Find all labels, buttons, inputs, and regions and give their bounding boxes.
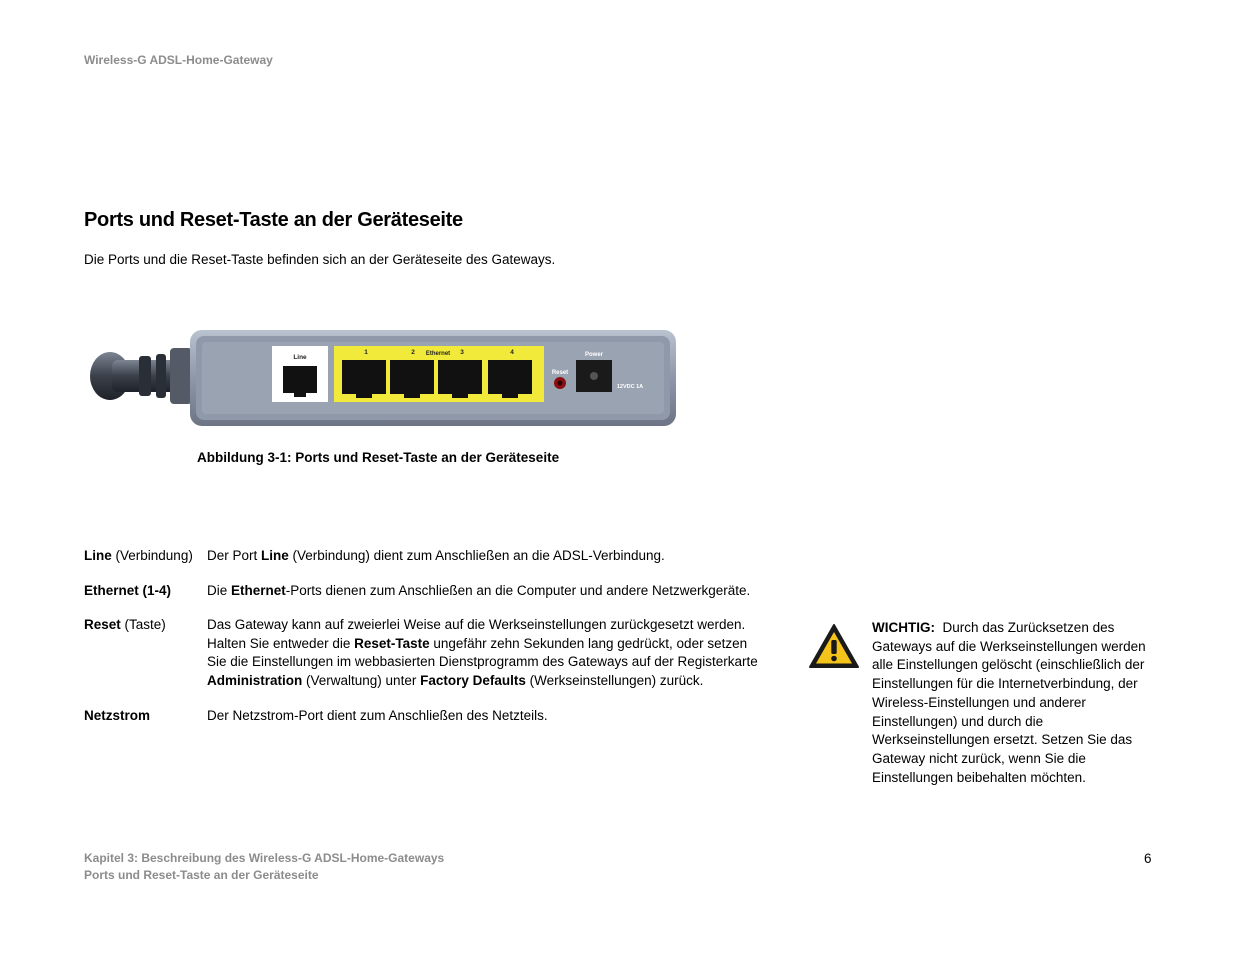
voltage-label: 12VDC 1A bbox=[616, 384, 644, 390]
router-back-panel-figure bbox=[84, 318, 678, 442]
figure-caption: Abbildung 3-1: Ports und Reset-Taste an der Geräteseite bbox=[197, 450, 560, 465]
line-label: Line bbox=[293, 354, 307, 361]
term-line: Line (Verbindung) bbox=[84, 548, 193, 563]
section-title: Ports und Reset-Taste an der Geräteseite bbox=[84, 209, 463, 231]
desc-reset: Das Gateway kann auf zweierlei Weise auf die Werkseinstellungen zurückgesetzt werden. Halten Sie entweder die Reset-Taste ungefähr zehn Sekunden lang gedrückt, oder setzen Sie die Einstellungen im webbasierten Dienstprogramm des Gateways auf der Registerkarte Administration (Verwaltung) unter Factory Defaults (Werkseinstellungen) zurück. bbox=[207, 617, 758, 688]
ethernet-ports bbox=[334, 346, 544, 402]
ethernet-label: Ethernet bbox=[425, 351, 451, 357]
reset-label: Reset bbox=[551, 370, 569, 376]
running-header: Wireless-G ADSL-Home-Gateway bbox=[84, 53, 273, 67]
antenna-icon bbox=[90, 348, 192, 404]
footer bbox=[84, 850, 444, 883]
port-2-label: 2 bbox=[411, 349, 415, 356]
desc-power: Der Netzstrom-Port dient zum Anschließen des Netzteils. bbox=[207, 708, 548, 723]
term-reset: Reset (Taste) bbox=[84, 617, 166, 632]
line-port bbox=[272, 346, 328, 402]
port-1-label: 1 bbox=[364, 349, 368, 356]
warning-note: WICHTIG: Durch das Zurücksetzen des Gateways auf die Werkseinstellungen werden alle Einstellungen gelöscht (einschließlich der Einstellungen für die Internetverbindung, der Wireless-Einstellungen und anderer Einstellungen) und durch die Werkseinstellungen ersetzt. Setzen Sie das Gateway nicht zurück, wenn Sie die Einstellungen beibehalten möchten. bbox=[872, 620, 1146, 785]
desc-ethernet: Die Ethernet-Ports dienen zum Anschließen an die Computer und andere Netzwerkgeräte. bbox=[207, 583, 751, 598]
desc-line: Der Port Line (Verbindung) dient zum Anschließen an die ADSL-Verbindung. bbox=[207, 548, 665, 563]
footer-section: Ports und Reset-Taste an der Geräteseite bbox=[84, 867, 319, 882]
page-number: 6 bbox=[1144, 851, 1152, 866]
power-label: Power bbox=[584, 352, 604, 358]
term-ethernet: Ethernet (1-4) bbox=[84, 583, 172, 598]
term-power: Netzstrom bbox=[84, 708, 151, 723]
warning-icon bbox=[808, 623, 860, 669]
section-intro: Die Ports und die Reset-Taste befinden sich an der Geräteseite des Gateways. bbox=[84, 252, 556, 267]
port-4-label: 4 bbox=[510, 349, 514, 356]
footer-chapter: Kapitel 3: Beschreibung des Wireless-G ADSL-Home-Gateways bbox=[84, 851, 445, 865]
port-3-label: 3 bbox=[460, 349, 464, 356]
